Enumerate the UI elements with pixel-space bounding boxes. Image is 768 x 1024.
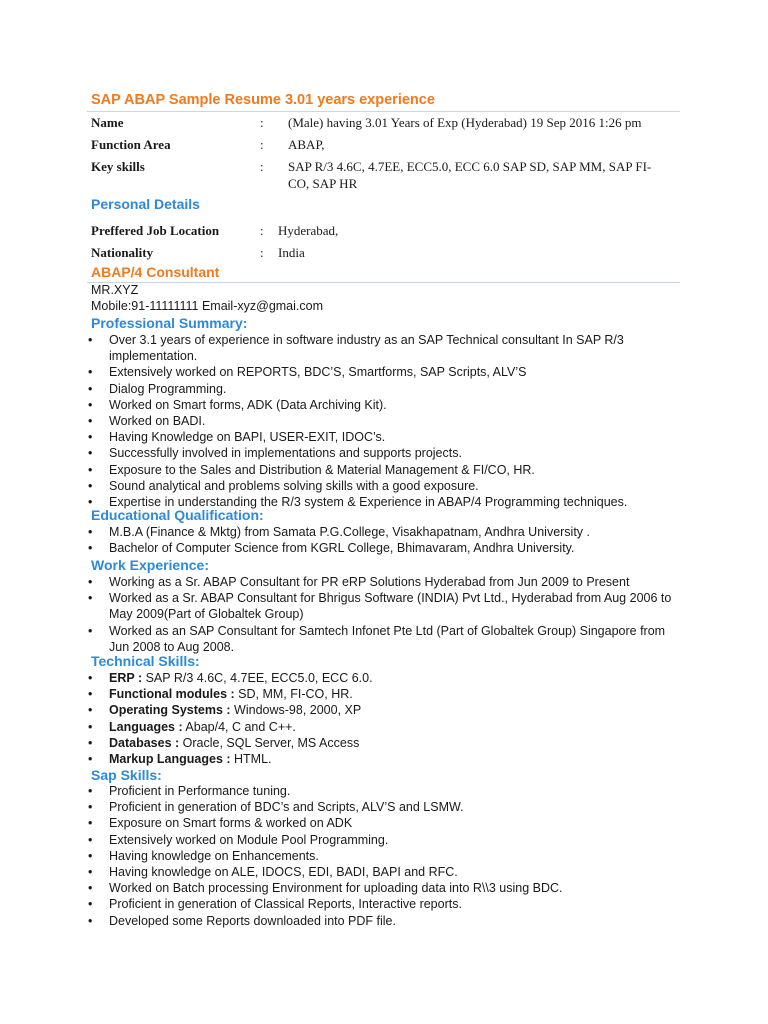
work-experience-list: [87, 574, 677, 655]
work-experience-heading: Work Experience:: [91, 557, 210, 573]
field-value: ABAP,: [288, 137, 325, 152]
list-item: [87, 686, 677, 702]
field-label: Preffered Job Location: [91, 223, 220, 238]
list-item: • Developed some Reports downloaded into PDF file.: [87, 913, 677, 929]
list-item: • Sound analytical and problems solving skills with a good exposure.: [87, 478, 677, 494]
list-item: • Exposure to the Sales and Distribution & Material Management & FI/CO, HR.: [87, 462, 677, 478]
contact-line: Mobile:91-11111111 Email-xyz@gmai.com: [91, 299, 323, 313]
field-value: Hyderabad,: [278, 223, 339, 238]
skill-value: SAP R/3 4.6C, 4.7EE, ECC5.0, ECC 6.0.: [142, 671, 373, 685]
list-item: [87, 670, 677, 686]
list-item: • Worked as an SAP Consultant for Samtech Infonet Pte Ltd (Part of Globaltek Group) Singapore from Jun 2008 to Aug 2008.: [87, 623, 677, 655]
field-label: Function Area: [91, 137, 171, 152]
field-separator: :: [260, 245, 264, 260]
skill-value: HTML.: [230, 752, 272, 767]
field-value: India: [278, 245, 305, 260]
list-item: • Worked as a Sr. ABAP Consultant for Bhrigus Software (INDIA) Pvt Ltd., Hyderabad from Aug 2006 to May 2009(Part of Globaltek Group): [87, 590, 677, 622]
list-item: • Exposure on Smart forms & worked on ADK: [87, 815, 677, 831]
education-heading: Educational Qualification:: [91, 507, 264, 523]
resume-title: SAP ABAP Sample Resume 3.01 years experience: [91, 92, 435, 108]
skill-label: ERP :: [109, 671, 143, 685]
skill-value: Abap/4, C and C++.: [182, 719, 296, 734]
technical-skills-heading: Technical Skills:: [91, 653, 200, 669]
list-item: • Over 3.1 years of experience in software industry as an SAP Technical consultant In SAP R/3 implementation.: [87, 332, 677, 364]
candidate-name: MR.XYZ: [91, 283, 139, 297]
field-separator: :: [260, 223, 264, 238]
list-item: [87, 702, 677, 718]
field-value: SAP R/3 4.6C, 4.7EE, ECC5.0, ECC 6.0 SAP SD, SAP MM, SAP FI-CO, SAP HR: [288, 159, 652, 191]
personal-details-heading: Personal Details: [91, 196, 200, 212]
professional-summary-list: [87, 332, 677, 510]
field-separator: :: [260, 137, 264, 152]
list-item: • Having knowledge on Enhancements.: [87, 848, 677, 864]
list-item: • Dialog Programming.: [87, 381, 677, 397]
list-item: • Having Knowledge on BAPI, USER-EXIT, IDOC’s.: [87, 429, 677, 445]
list-item: • Worked on Batch processing Environment for uploading data into R\\3 using BDC.: [87, 880, 677, 896]
field-value: (Male) having 3.01 Years of Exp (Hyderabad) 19 Sep 2016 1:26 pm: [288, 115, 642, 130]
field-separator: :: [260, 159, 264, 174]
skill-value: SD, MM, FI-CO, HR.: [234, 687, 353, 702]
list-item: • Worked on Smart forms, ADK (Data Archiving Kit).: [87, 397, 677, 413]
list-item: • Extensively worked on REPORTS, BDC’S, Smartforms, SAP Scripts, ALV’S: [87, 364, 677, 380]
education-list: [87, 524, 677, 556]
list-item: • Expertise in understanding the R/3 system & Experience in ABAP/4 Programming techniques.: [87, 494, 677, 510]
skill-value: Windows-98, 2000, XP: [230, 703, 362, 718]
list-item: • Proficient in Performance tuning.: [87, 783, 677, 799]
field-label: Name: [91, 115, 124, 130]
skill-label: Operating Systems :: [109, 703, 231, 718]
role-heading: ABAP/4 Consultant: [91, 264, 220, 280]
list-item: • Proficient in generation of Classical Reports, Interactive reports.: [87, 896, 677, 912]
list-item: [87, 751, 677, 767]
field-label: Nationality: [91, 245, 154, 260]
title-rule: [87, 111, 680, 112]
list-item: • Proficient in generation of BDC’s and Scripts, ALV’S and LSMW.: [87, 799, 677, 815]
sap-skills-heading: Sap Skills:: [91, 767, 162, 783]
field-label: Key skills: [91, 159, 145, 174]
list-item: • Successfully involved in implementations and supports projects.: [87, 445, 677, 461]
list-item: • M.B.A (Finance & Mktg) from Samata P.G.College, Visakhapatnam, Andhra University .: [87, 524, 677, 540]
list-item: [87, 735, 677, 751]
list-item: • Bachelor of Computer Science from KGRL College, Bhimavaram, Andhra University.: [87, 540, 677, 556]
list-item: • Worked on BADI.: [87, 413, 677, 429]
role-rule: [87, 282, 680, 283]
list-item: • Having knowledge on ALE, IDOCS, EDI, BADI, BAPI and RFC.: [87, 864, 677, 880]
skill-label: Languages :: [109, 719, 183, 734]
professional-summary-heading: Professional Summary:: [91, 315, 248, 331]
skill-label: Databases :: [109, 735, 180, 750]
list-item: [87, 719, 677, 735]
field-separator: :: [260, 115, 264, 130]
skill-label: Functional modules :: [109, 687, 235, 702]
sap-skills-list: [87, 783, 677, 929]
list-item: • Working as a Sr. ABAP Consultant for PR eRP Solutions Hyderabad from Jun 2009 to Present: [87, 574, 677, 590]
skill-value: Oracle, SQL Server, MS Access: [179, 735, 360, 750]
skill-label: Markup Languages :: [109, 752, 231, 767]
technical-skills-list: [87, 670, 677, 767]
list-item: • Extensively worked on Module Pool Programming.: [87, 832, 677, 848]
